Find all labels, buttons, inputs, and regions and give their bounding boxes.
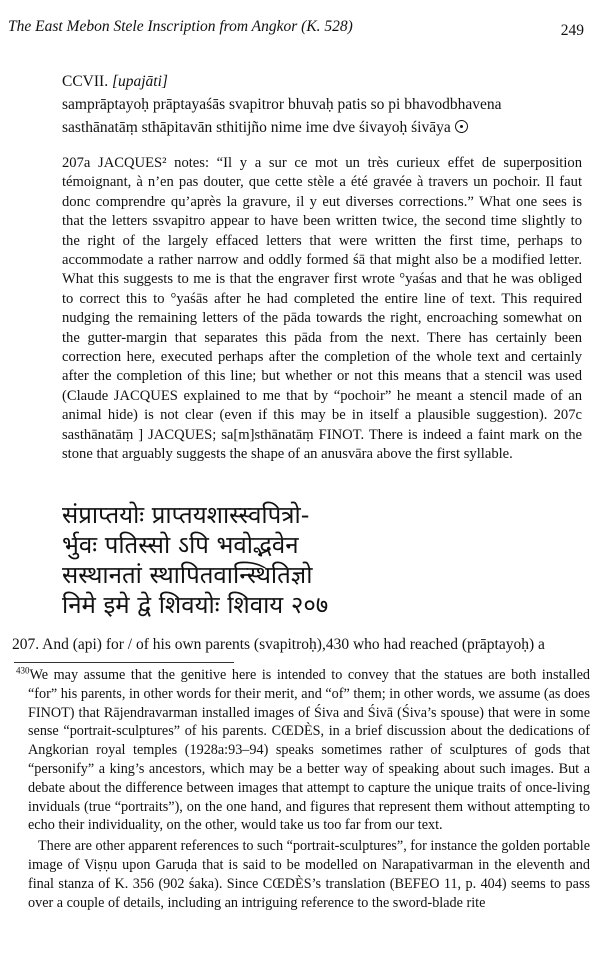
verse-heading [62, 70, 582, 93]
footnote-430-continuation: There are other apparent references to such “portrait-sculptures”, for instance the golden portable image of Viṣṇu upon Garuḍa that is said to be modelled on Narapativarman in the eleventh and final stanza of K. 356 (902 śaka). Since CŒDÈS’s translation (BEFEO 11, p. 404) seems to pass over a couple of details, including an intriguing reference to the sword-blade rite [28, 838, 590, 911]
verse-line-2: sasthānatāṃ sthāpitavān sthitijño nime ime dve śivayoḥ śivāya [62, 116, 582, 139]
page-number: 249 [560, 22, 584, 39]
translation-line: 207. And (api) for / of his own parents (svapitroḥ),430 who had reached (prāptayoḥ) a [12, 636, 545, 653]
running-title: The East Mebon Stele Inscription from Angkor (K. 528) [8, 18, 353, 35]
footnote-430 [16, 665, 590, 835]
verse-meter: [upajāti] [111, 73, 168, 90]
verse-line-1: samprāptayoḥ prāptayaśās svapitror bhuvaḥ patis so pi bhavodbhavena [62, 96, 502, 113]
verse-end-circle-icon [455, 120, 468, 133]
commentary [62, 154, 582, 465]
footnotes [16, 665, 590, 912]
footnote-text: We may assume that the genitive here is intended to convey that the statues are both installed “for” his parents, in other words for their merit, and “of” them; in other words, we assume (as does FINOT) that Rājendravarman installed images of Śiva and Śivā (Śiva’s spouse) that were in some sense “portrait-sculptures” of his parents. CŒDÈS, in a brief discussion about the dedications of Angkorian royal temples (1928a:93–94) speaks sometimes rather of sculptures of gods that “personify” a king’s ancestors, which may be a better way of speaking about such images. But a debate about the difference between images that attempt to capture the unique traits of once-living inviduals (true “portraits”), on the one hand, and figures that represent them without attempting to echo their individuality, on the other, would take us too far from our text. [28, 667, 590, 834]
devanagari-line-3: सस्थानतां स्थापितवान्स्थितिज्ञो [62, 561, 313, 589]
footnote-number: 430 [16, 665, 30, 676]
devanagari-line-2: र्भुवः पतिस्सो ऽपि भवोद्भवेन [62, 531, 299, 559]
devanagari-block [62, 500, 582, 620]
footnote-divider [14, 662, 234, 663]
commentary-paragraph: 207a JACQUES² notes: “Il y a sur ce mot un très curieux effet de superposition témoignant, à n’en pas douter, que cette stèle a été gravée à travers un pochoir. Il faut donc comprendre qu’après la gravure, il y eut diverses corrections.” What one sees is that the letters ssvapitro appear to have been written twice, the second time slightly to the right of the largely effaced letters that were written the first time, perhaps to accommodate a rather narrow and oddly formed śā that might also be a modified letter. What this suggests to me is that the engraver first wrote °yaśas and that he was obliged to correct this to °yaśās after he had completed the entire line of text. This required nudging the remaining letters of the pāda towards the right, encroaching somewhat on the gutter-margin that separates this pāda from the next. There has certainly been correction here, executed perhaps after the completion of the whole text and certainly after the completion of this line; but whether or not this means that a stencil was used (Claude JACQUES explained to me that by “pochoir” he meant a stencil made of an animal hide) is not clear (even if this may be in itself a plausible suggestion). 207c sasthānatāṃ ] JACQUES; sa[m]sthānatāṃ FINOT. There is indeed a faint mark on the stone that arguably suggests the shape of an anusvāra above the first syllable. [62, 155, 582, 463]
verse-block [62, 70, 582, 139]
devanagari-line-1: संप्राप्तयोः प्राप्तयशास्स्वपित्रो- [62, 501, 310, 529]
devanagari-line-4: निमे इमे द्वे शिवयोः शिवाय २०७ [62, 591, 329, 619]
verse-number: CCVII. [62, 73, 109, 90]
